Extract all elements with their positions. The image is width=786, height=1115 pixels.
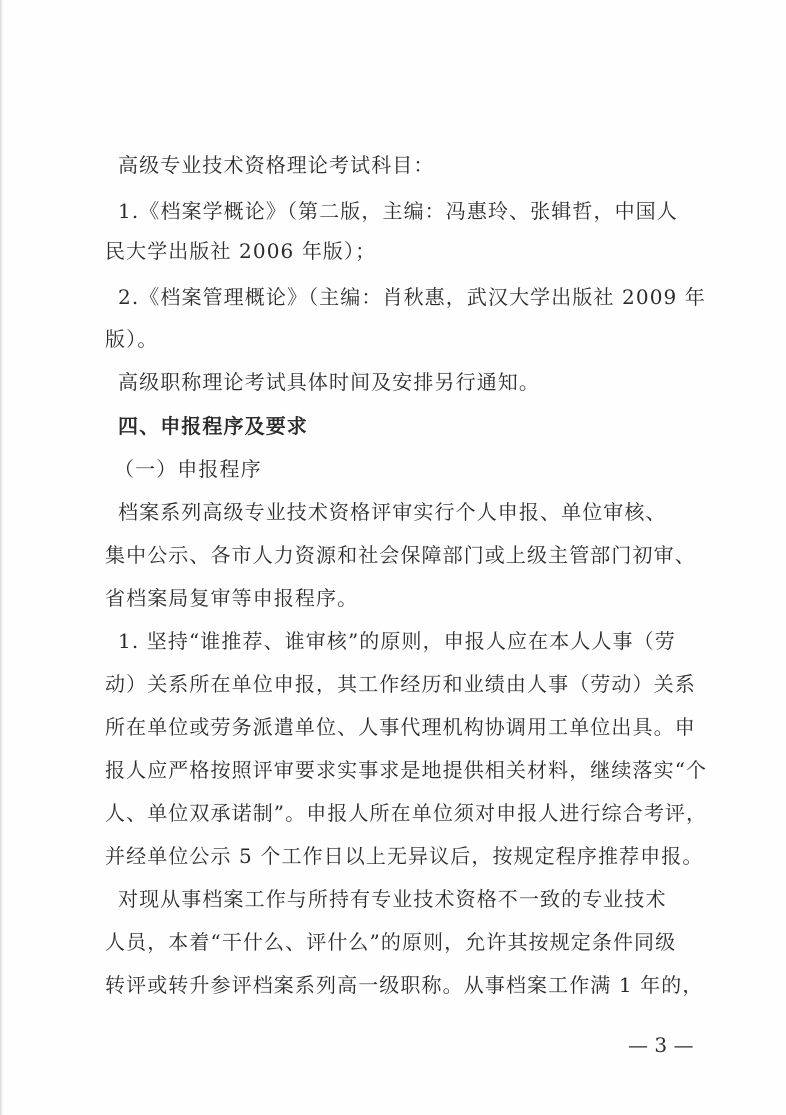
text-line-exam-subjects: 高级专业技术资格理论考试科目： [118,153,435,177]
text-line-p2-3: 所在单位或劳务派遣单位、人事代理机构协调用工单位出具。申 [105,715,696,739]
text-line-p1-3: 省档案局复审等申报程序。 [105,586,359,610]
text-line-p2-5: 人、单位双承诺制”。申报人所在单位须对申报人进行综合考评， [105,801,708,825]
section-heading: 四、申报程序及要求 [118,414,308,438]
text-line-p2-6: 并经单位公示 5 个工作日以上无异议后，按规定程序推荐申报。 [105,844,704,868]
page-number: — 3 — [628,1033,694,1057]
text-line-p1-1: 档案系列高级专业技术资格评审实行个人申报、单位审核、 [118,500,667,524]
text-line-book-1: 1.《档案学概论》（第二版，主编：冯惠玲、张辑哲，中国人 [118,199,678,223]
text-line-p3-2: 人员，本着“干什么、评什么”的原则，允许其按规定条件同级 [105,930,677,954]
text-line-p2-1: 1. 坚持“谁推荐、谁审核”的原则，申报人应在本人人事（劳 [118,629,676,653]
text-line-book-2-cont: 版）。 [105,327,159,351]
text-line-p3-1: 对现从事档案工作与所持有专业技术资格不一致的专业技术 [118,887,667,911]
text-line-exam-notice: 高级职称理论考试具体时间及安排另行通知。 [118,370,540,394]
text-line-book-2: 2.《档案管理概论》（主编：肖秋惠，武汉大学出版社 2009 年 [118,285,706,309]
subsection-heading: （一）申报程序 [114,457,262,481]
text-line-p3-3: 转评或转升参评档案系列高一级职称。从事档案工作满 1 年的， [105,973,704,997]
text-line-book-1-cont: 民大学出版社 2006 年版）； [105,239,377,263]
text-line-p2-2: 动）关系所在单位申报，其工作经历和业绩由人事（劳动）关系 [105,672,696,696]
text-line-p2-4: 报人应严格按照评审要求实事求是地提供相关材料，继续落实“个 [105,758,708,782]
text-line-p1-2: 集中公示、各市人力资源和社会保障部门或上级主管部门初审、 [105,543,696,567]
scan-edge [0,0,3,1115]
